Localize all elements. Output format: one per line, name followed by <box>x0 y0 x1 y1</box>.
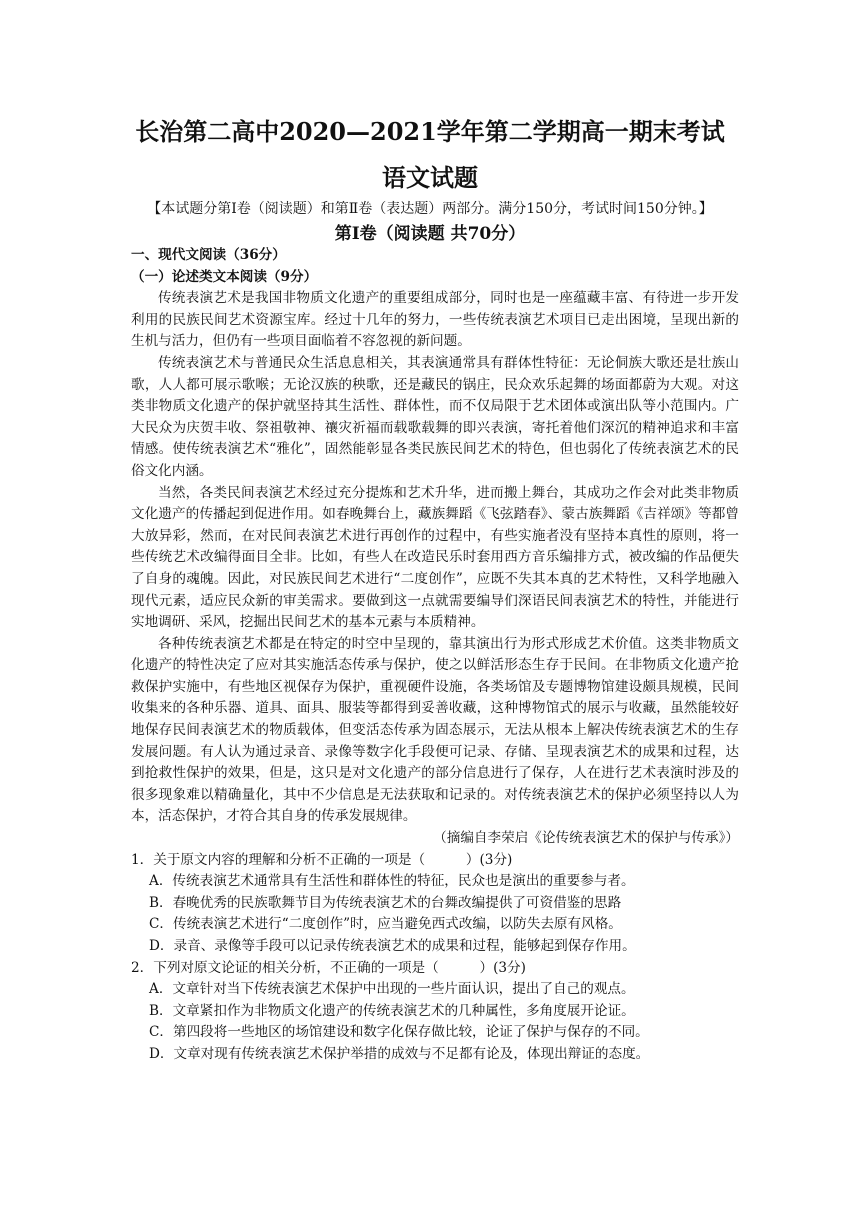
question-stem: 1．关于原文内容的理解和分析不正确的一项是（ ）(3分) <box>131 851 513 868</box>
section-heading: 一、现代文阅读（36分） <box>131 247 286 263</box>
volume-title: 第Ⅰ卷（阅读题 共70分） <box>334 224 526 244</box>
passage-source: （摘编自李荣启《论传统表演艺术的保护与传承》） <box>433 830 739 847</box>
exam-note: 【本试题分第Ⅰ卷（阅读题）和第Ⅱ卷（表达题）两部分。满分150分，考试时间150分钟。】 <box>147 201 713 217</box>
question-option: C．传统表演艺术进行“二度创作”时，应当避免西式改编，以防失去原有风格。 <box>149 916 622 933</box>
question-option: A．文章针对当下传统表演艺术保护中出现的一些片面认识，提出了自己的观点。 <box>149 981 635 998</box>
passage-paragraph: 传统表演艺术是我国非物质文化遗产的重要组成部分，同时也是一座蕴藏丰富、有待进一步开发利用的民族民间艺术资源宝库。经过十几年的努力，一些传统表演艺术项目已走出困境，呈现出新的生机与活力，但仍有一些项目面临着不容忽视的新问题。 <box>131 290 739 350</box>
passage-paragraph: 传统表演艺术与普通民众生活息息相关，其表演通常具有群体性特征：无论侗族大歌还是壮族山歌，人人都可展示歌喉；无论汉族的秧歌，还是藏民的锅庄，民众欢乐起舞的场面都蔚为大观。对这类非物质文化遗产的保护就坚持其生活性、群体性，而不仅局限于艺术团体或演出队等小范围内。广大民众为庆贺丰收、祭祖敬神、禳灾祈福而载歌载舞的即兴表演，寄托着他们深沉的精神追求和丰富情感。使传统表演艺术“雅化”，固然能彰显各类民族民间艺术的特色，但也弱化了传统表演艺术的民俗文化内涵。 <box>131 354 739 479</box>
exam-subject-title: 语文试题 <box>382 163 478 192</box>
passage-paragraph: 当然，各类民间表演艺术经过充分提炼和艺术升华，进而搬上舞台，其成功之作会对此类非物质文化遗产的传播起到促进作用。如春晚舞台上，藏族舞蹈《飞弦踏春》、蒙古族舞蹈《吉祥颂》等都曾大放异彩，然而，在对民间表演艺术进行再创作的过程中，有些实施者没有坚持本真性的原则，将一些传统艺术改编得面目全非。比如，有些人在改造民乐时套用西方音乐编排方式，被改编的作品便失了自身的魂魄。因此，对民族民间艺术进行“二度创作”，应既不失其本真的艺术特性，又科学地融入现代元素，适应民众新的审美需求。要做到这一点就需要编导们深语民间表演艺术的特性，并能进行实地调研、采风，挖掘出民间艺术的基本元素与本质精神。 <box>131 484 739 631</box>
exam-title: 长治第二高中2020—2021学年第二学期高一期末考试 <box>135 117 725 146</box>
question-option: C．第四段将一些地区的场馆建设和数字化保存做比较，论证了保护与保存的不同。 <box>149 1024 649 1041</box>
question-option: B．春晚优秀的民族歌舞节目为传统表演艺术的台舞改编提供了可资借鉴的思路 <box>149 894 622 911</box>
exam-body <box>131 245 739 1066</box>
question-option: D．文章对现有传统表演艺术保护举措的成效与不足都有论及，体现出辩证的态度。 <box>149 1045 650 1062</box>
subsection-heading: （一）论述类文本阅读（9分） <box>131 268 318 285</box>
question-option: D．录音、录像等手段可以记录传统表演艺术的成果和过程，能够起到保存作用。 <box>149 938 636 954</box>
question-option: A．传统表演艺术通常具有生活性和群体性的特征，民众也是演出的重要参与者。 <box>149 873 635 890</box>
passage-paragraph: 各种传统表演艺术都是在特定的时空中呈现的，靠其演出行为形式形成艺术价值。这类非物质文化遗产的特性决定了应对其实施活态传承与保护，使之以鲜活形态生存于民间。在非物质文化遗产抢救保护实施中，有些地区视保存为保护，重视硬件设施，各类场馆及专题博物馆建设颇具规模，民间收集来的各种乐器、道具、面具、服装等都得到妥善收藏，这种博物馆式的展示与收藏，虽然能较好地保存民间表演艺术的物质载体，但变活态传承为固态展示，无法从根本上解决传统表演艺术的生存发展问题。有人认为通过录音、录像等数字化手段便可记录、存储、呈现表演艺术的成果和过程，达到抢救性保护的效果，但是，这只是对文化遗产的部分信息进行了保存，人在进行艺术表演时涉及的很多现象难以精确量化，其中不少信息是无法获取和记录的。对传统表演艺术的保护必须坚持以人为本，活态保护，才符合其自身的传承发展规律。 <box>131 635 739 825</box>
question-stem: 2．下列对原文论证的相关分析，不正确的一项是（ ）(3分) <box>131 959 526 976</box>
question-option: B．文章紧扣作为非物质文化遗产的传统表演艺术的几种属性，多角度展开论证。 <box>149 1002 635 1019</box>
